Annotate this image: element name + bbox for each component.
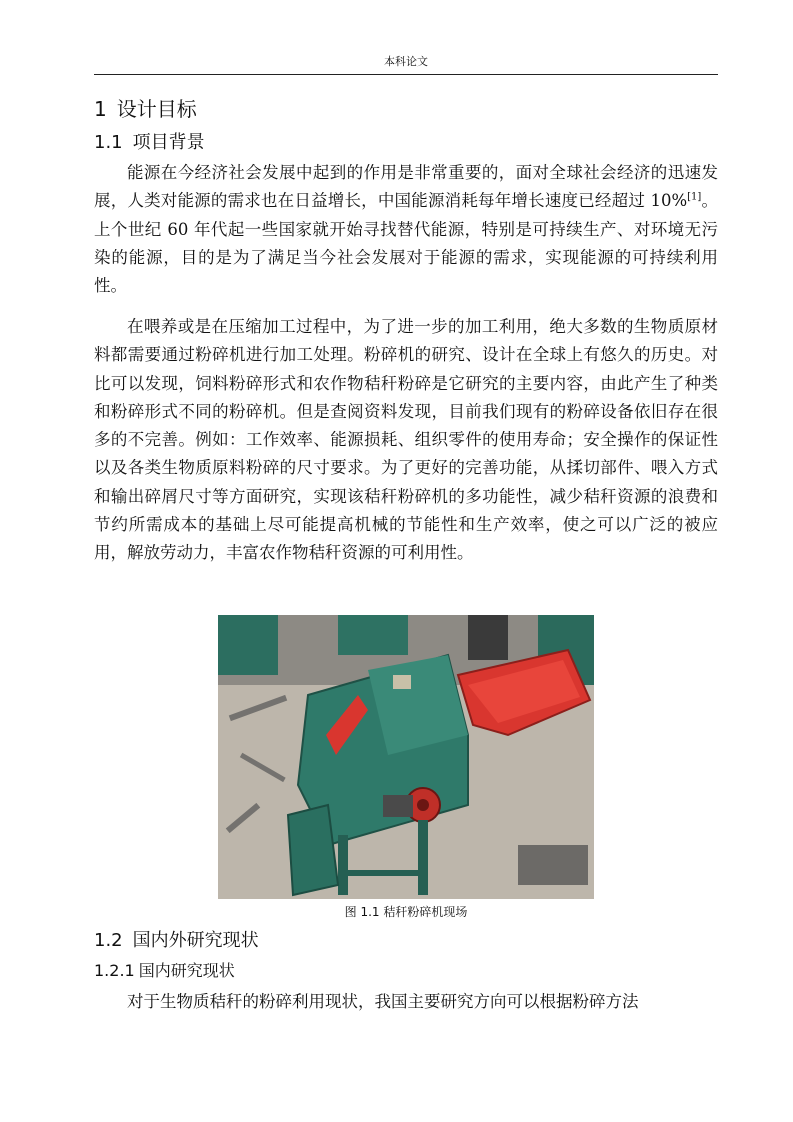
section-number: 1.1 [94,132,123,153]
paragraph-background-1: 能源在今经济社会发展中起到的作用是非常重要的，面对全球社会经济的迅速发展，人类对能源的需求也在日益增长，中国能源消耗每年增长速度已经超过 10%[1]。上个世纪 60 年代起一些国家就开始寻找替代能源，特别是可持续生产、对环境无污染的能源，目的是为了满足当今社会发展对于能源的需求，实现能源的可持续利用性。 [94,163,719,296]
figure-caption: 图 1.1 秸秆粉碎机现场 [344,905,468,919]
section-title: 国内研究现状 [138,961,235,980]
section-number: 1.2.1 [94,961,135,980]
section-heading-1 [94,96,197,122]
section-number: 1 [94,97,107,121]
section-heading-1-2-1 [94,960,235,982]
paragraph-background-2: 在喂养或是在压缩加工过程中，为了进一步的加工利用，绝大多数的生物质原材料都需要通过粉碎机进行加工处理。粉碎机的研究、设计在全球上有悠久的历史。对比可以发现，饲料粉碎形式和农作物秸秆粉碎是它研究的主要内容，由此产生了种类和粉碎形式不同的粉碎机。但是查阅资料发现，目前我们现有的粉碎设备依旧存在很多的不完善。例如：工作效率、能源损耗、组织零件的使用寿命；安全操作的保证性以及各类生物质原料粉碎的尺寸要求。为了更好的完善功能，从揉切部件、喂入方式和输出碎屑尺寸等方面研究，实现该秸秆粉碎机的多功能性，减少秸秆资源的浪费和节约所需成本的基础上尽可能提高机械的节能性和生产效率，使之可以广泛的被应用，解放劳动力，丰富农作物秸秆资源的可利用性。 [94,317,718,563]
citation-ref[interactable]: [1] [687,191,702,203]
figure-straw-crusher-photo [218,615,594,899]
running-header-text: 本科论文 [384,55,428,68]
section-title: 设计目标 [116,97,197,121]
straw-crusher-illustration [218,615,594,899]
section-title: 国内外研究现状 [132,930,259,951]
section-title: 项目背景 [132,132,205,153]
running-header [94,54,718,75]
section-number: 1.2 [94,930,123,951]
paragraph-domestic-status: 对于生物质秸秆的粉碎利用现状，我国主要研究方向可以根据粉碎方法 [127,992,639,1011]
section-heading-1-1 [94,131,205,155]
section-heading-1-2 [94,929,259,953]
